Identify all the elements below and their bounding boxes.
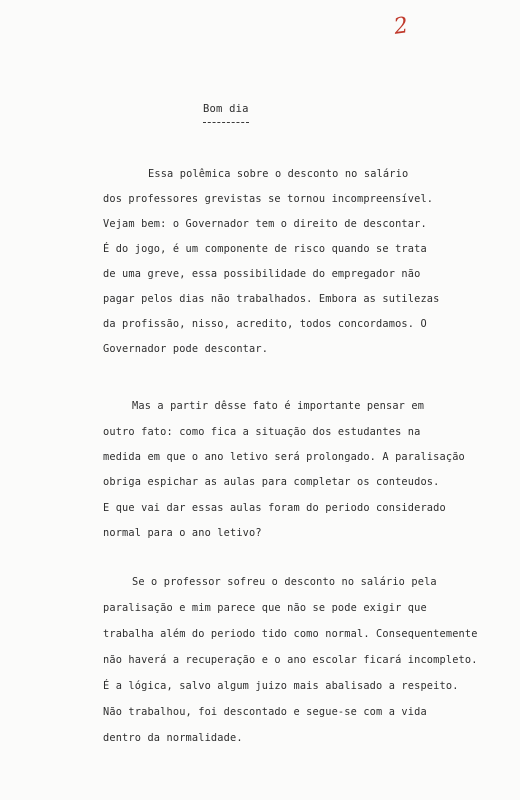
paragraph-3-line-4: não haverá a recuperação e o ano escolar ficará incompleto. [103, 654, 478, 666]
paragraph-2-line-6: normal para o ano letivo? [103, 527, 262, 539]
page-title: Bom dia [203, 103, 249, 115]
paragraph-2-line-1: Mas a partir dêsse fato é importante pensar em [132, 400, 425, 412]
paragraph-2-line-2: outro fato: como fica a situação dos estudantes na [103, 426, 421, 438]
paragraph-1-line-7: da profissão, nisso, acredito, todos concordamos. O [103, 318, 427, 330]
paragraph-1-line-3: Vejam bem: o Governador tem o direito de descontar. [103, 218, 427, 230]
paragraph-2-line-4: obriga espichar as aulas para completar os conteudos. [103, 476, 440, 488]
paragraph-1-line-5: de uma greve, essa possibilidade do empregador não [103, 268, 421, 280]
paragraph-3-line-7: dentro da normalidade. [103, 732, 243, 744]
paragraph-1-line-8: Governador pode descontar. [103, 343, 269, 355]
paragraph-1-line-2: dos professores grevistas se tornou incompreensível. [103, 193, 434, 205]
paragraph-3-line-6: Não trabalhou, foi descontado e segue-se com a vida [103, 706, 427, 718]
paragraph-1-line-4: É do jogo, é um componente de risco quando se trata [103, 243, 427, 255]
paragraph-2-line-3: medida em que o ano letivo será prolongado. A paralisação [103, 451, 465, 463]
paragraph-3-line-3: trabalha além do periodo tido como normal. Consequentemente [103, 628, 478, 640]
paragraph-3-line-2: paralisação e mim parece que não se pode exigir que [103, 602, 427, 614]
paragraph-2-line-5: E que vai dar essas aulas foram do periodo considerado [103, 502, 446, 514]
paragraph-1-line-6: pagar pelos dias não trabalhados. Embora as sutilezas [103, 293, 440, 305]
paragraph-3-line-5: É a lógica, salvo algum juizo mais abalisado a respeito. [103, 680, 459, 692]
paragraph-3-line-1: Se o professor sofreu o desconto no salário pela [132, 576, 437, 588]
handwritten-page-number: 2 [392, 13, 410, 40]
paragraph-1-line-1: Essa polêmica sobre o desconto no salário [148, 168, 409, 180]
title-underline [203, 122, 249, 123]
